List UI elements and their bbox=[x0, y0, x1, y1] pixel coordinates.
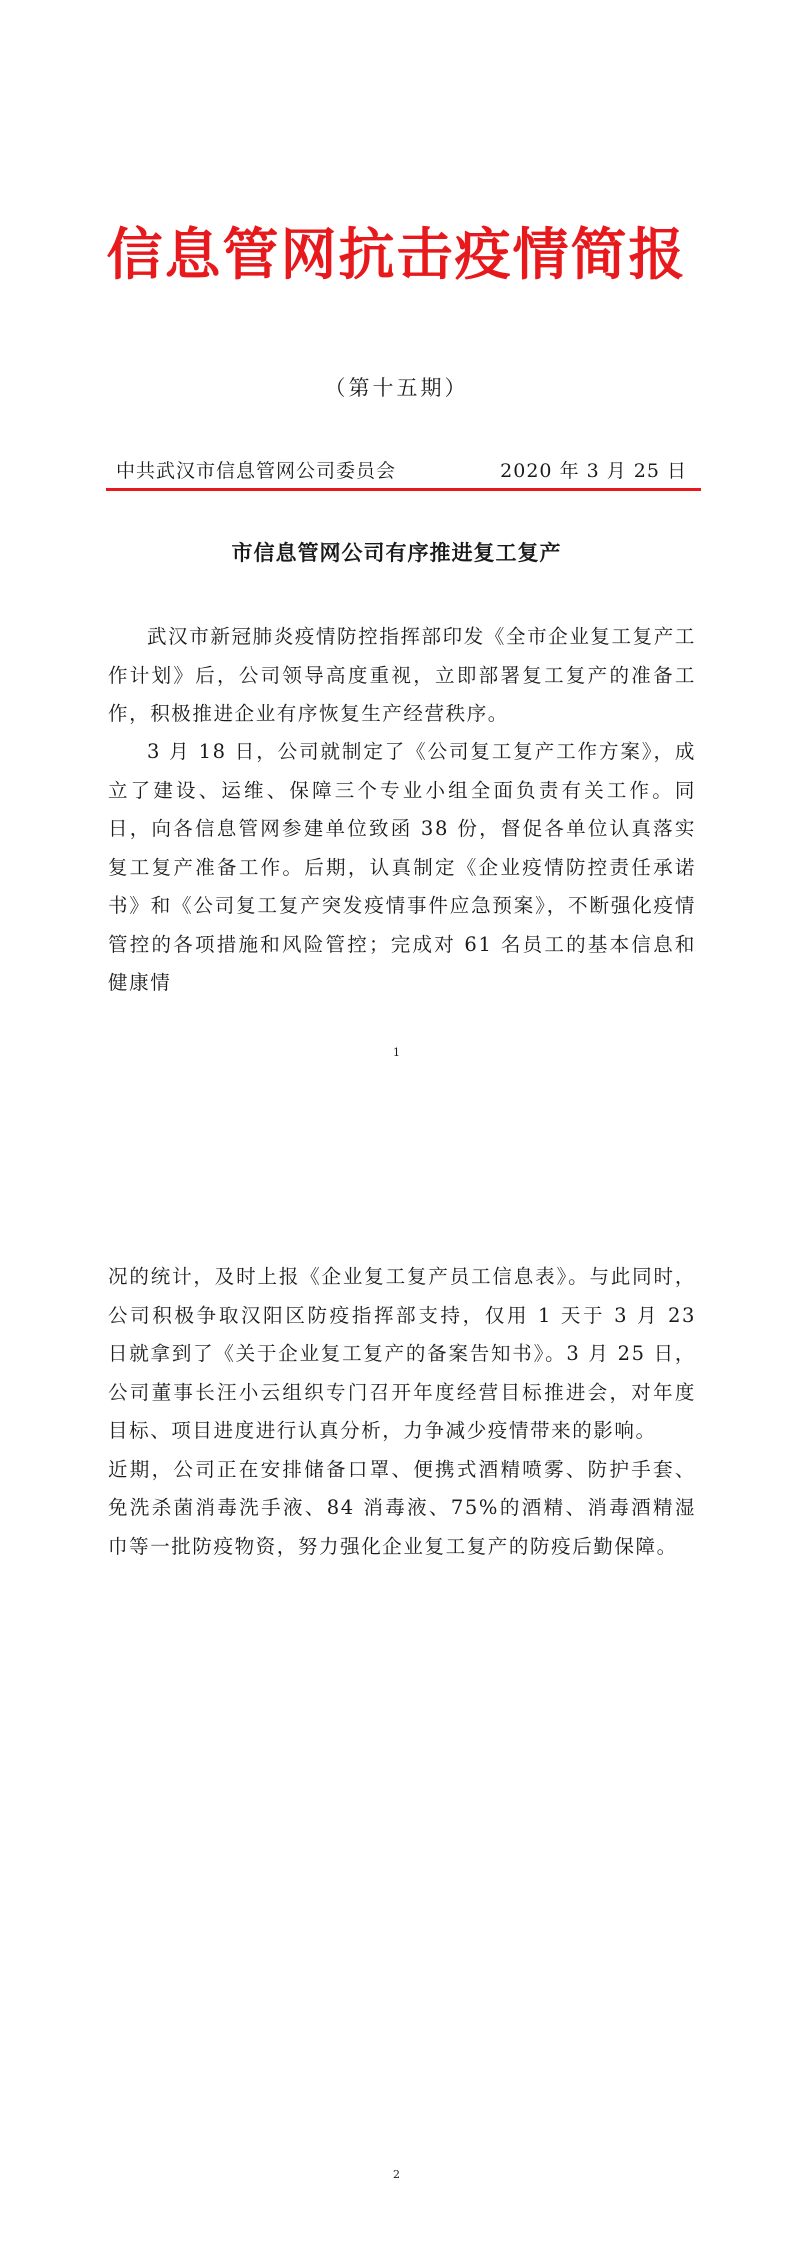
article-body-continued bbox=[108, 1258, 696, 1566]
bulletin-header bbox=[106, 456, 701, 486]
article-title: 市信息管网公司有序推进复工复产 bbox=[231, 540, 562, 565]
paragraph-2: 3 月 18 日，公司就制定了《公司复工复产工作方案》，成立了建设、运维、保障三个专业小组全面负责有关工作。同日，向各信息管网参建单位致函 38 份，督促各单位认真落实复工复产准备工作。后期，认真制定《企业疫情防控责任承诺书》和《公司复工复产突发疫情事件应急预案》，不断强化疫情管控的各项措施和风险管控；完成对 61 名员工的基本信息和健康情 bbox=[108, 740, 696, 994]
issue-date: 2020 年 3 月 25 日 bbox=[500, 460, 687, 482]
article-body-2 bbox=[108, 733, 696, 1003]
header-divider bbox=[106, 488, 701, 491]
issue-number: （第十五期） bbox=[324, 376, 469, 400]
document-page-2 bbox=[0, 1122, 793, 2244]
article-body-1 bbox=[108, 618, 696, 734]
paragraph-1: 武汉市新冠肺炎疫情防控指挥部印发《全市企业复工复产工作计划》后，公司领导高度重视，立即部署复工复产的准备工作，积极推进企业有序恢复生产经营秩序。 bbox=[108, 625, 696, 725]
paragraph-2-continued: 况的统计，及时上报《企业复工复产员工信息表》。与此同时，公司积极争取汉阳区防疫指挥部支持，仅用 1 天于 3 月 23 日就拿到了《关于企业复工复产的备案告知书》。3 月 25 日，公司董事长汪小云组织专门召开年度经营目标推进会，对年度目标、项目进度进行认真分析，力争减少疫情带来的影响。 bbox=[108, 1265, 696, 1442]
page-number: 2 bbox=[393, 2168, 400, 2181]
issuing-organization: 中共武汉市信息管网公司委员会 bbox=[116, 460, 397, 482]
bulletin-title: 信息管网抗击疫情简报 bbox=[106, 223, 687, 288]
paragraph-3: 近期，公司正在安排储备口罩、便携式酒精喷雾、防护手套、免洗杀菌消毒洗手液、84 消毒液、75%的酒精、消毒酒精湿巾等一批防疫物资，努力强化企业复工复产的防疫后勤保障。 bbox=[108, 1457, 696, 1558]
page-number: 1 bbox=[393, 1046, 400, 1059]
